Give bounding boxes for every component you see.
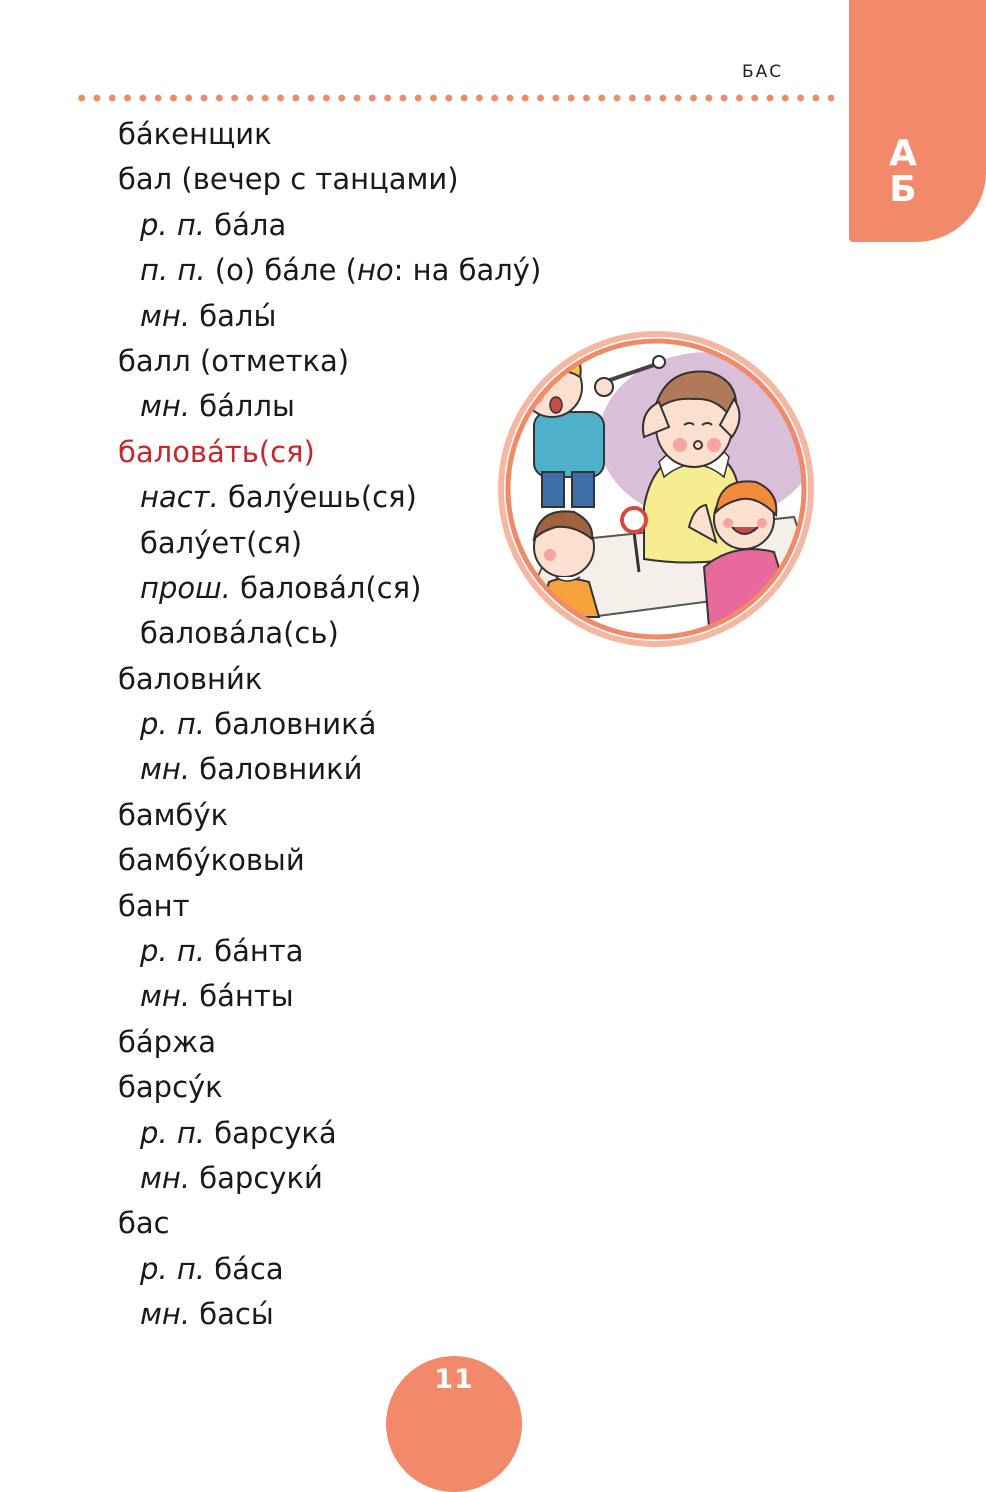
- entry: [0, 793, 986, 838]
- entry-word: басы́: [199, 1297, 274, 1332]
- entry-word: (о) ба́ле (но: на балу́): [214, 253, 542, 288]
- entry-grammar-label: р. п.: [140, 1115, 206, 1150]
- entry-word: ба́са: [214, 1251, 284, 1286]
- entry-word: ба́ржа: [118, 1024, 216, 1059]
- entry-word: барсу́к: [118, 1070, 223, 1105]
- entry-word: ба́нта: [214, 934, 304, 969]
- entry-highlighted: [0, 430, 986, 475]
- entry-grammar-label: наст.: [140, 480, 219, 515]
- entry-word: ба́ла: [214, 207, 287, 242]
- entry-grammar-label: прош.: [140, 570, 231, 605]
- entry-word: балова́ла(сь): [140, 616, 339, 651]
- entry: [0, 157, 986, 202]
- entry-form: [0, 384, 986, 429]
- illustration-spoiled-children: [494, 327, 818, 651]
- entry-word: барсуки́: [199, 1160, 323, 1195]
- running-head: БАС: [742, 62, 784, 82]
- entry-grammar-label: р. п.: [140, 1251, 206, 1286]
- entry-word: бал (вечер с танцами): [118, 162, 459, 197]
- entry-word: балова́ть(ся): [118, 434, 315, 469]
- entry-form: [0, 1247, 986, 1292]
- entry-grammar-label: мн.: [140, 389, 191, 424]
- entry-word: баловника́: [214, 707, 377, 742]
- entry-form: [0, 248, 986, 293]
- entry-word: бамбу́к: [118, 797, 229, 832]
- entry: [0, 838, 986, 883]
- entry-form: [0, 611, 986, 656]
- entry: [0, 1020, 986, 1065]
- entry-word: балу́ет(ся): [140, 525, 303, 560]
- entry-grammar-label: мн.: [140, 979, 191, 1014]
- entry-form: [0, 203, 986, 248]
- entry-form: [0, 475, 986, 520]
- entry-word: барсука́: [214, 1115, 337, 1150]
- entry-form: [0, 1156, 986, 1201]
- entry: [0, 1201, 986, 1246]
- entry-grammar-label: р. п.: [140, 207, 206, 242]
- entry-grammar-label: мн.: [140, 752, 191, 787]
- entry-word: балы́: [199, 298, 277, 333]
- entry-form: [0, 747, 986, 792]
- alphabet-tab-letter: А: [889, 133, 917, 174]
- entry-form: [0, 1292, 986, 1337]
- entry-grammar-label: мн.: [140, 298, 191, 333]
- entry: [0, 1065, 986, 1110]
- entry-form: [0, 1111, 986, 1156]
- entry-word: бант: [118, 888, 190, 923]
- alphabet-tab-letter: Б: [889, 169, 917, 210]
- entry-word: бамбу́ковый: [118, 843, 305, 878]
- entry-grammar-label: мн.: [140, 1297, 191, 1332]
- entry-word: ба́кенщик: [118, 117, 272, 151]
- entry-word: балу́ешь(ся): [228, 480, 417, 515]
- entry: [0, 112, 986, 157]
- entry-word: ба́ллы: [199, 389, 295, 424]
- entry-form: [0, 974, 986, 1019]
- entry-form: [0, 702, 986, 747]
- entry-word: бас: [118, 1206, 170, 1241]
- entry: [0, 884, 986, 929]
- page-number: 11: [434, 1364, 474, 1395]
- entry-form: [0, 566, 986, 611]
- entry-word: балова́л(ся): [240, 570, 422, 605]
- entry-word: баловни́к: [118, 661, 263, 696]
- dotted-rule: [74, 94, 834, 102]
- entry-word: ба́нты: [199, 979, 294, 1014]
- entry-word: баловники́: [199, 752, 363, 787]
- entry-word: балл (отметка): [118, 343, 350, 378]
- dictionary-entries: [0, 112, 986, 1338]
- entry-grammar-label: р. п.: [140, 934, 206, 969]
- entry-form: [0, 294, 986, 339]
- entry-grammar-label: мн.: [140, 1160, 191, 1195]
- entry-form: [0, 521, 986, 566]
- entry-grammar-label: р. п.: [140, 707, 206, 742]
- entry: [0, 657, 986, 702]
- entry-form: [0, 929, 986, 974]
- entry: [0, 339, 986, 384]
- entry-grammar-label: п. п.: [140, 253, 206, 288]
